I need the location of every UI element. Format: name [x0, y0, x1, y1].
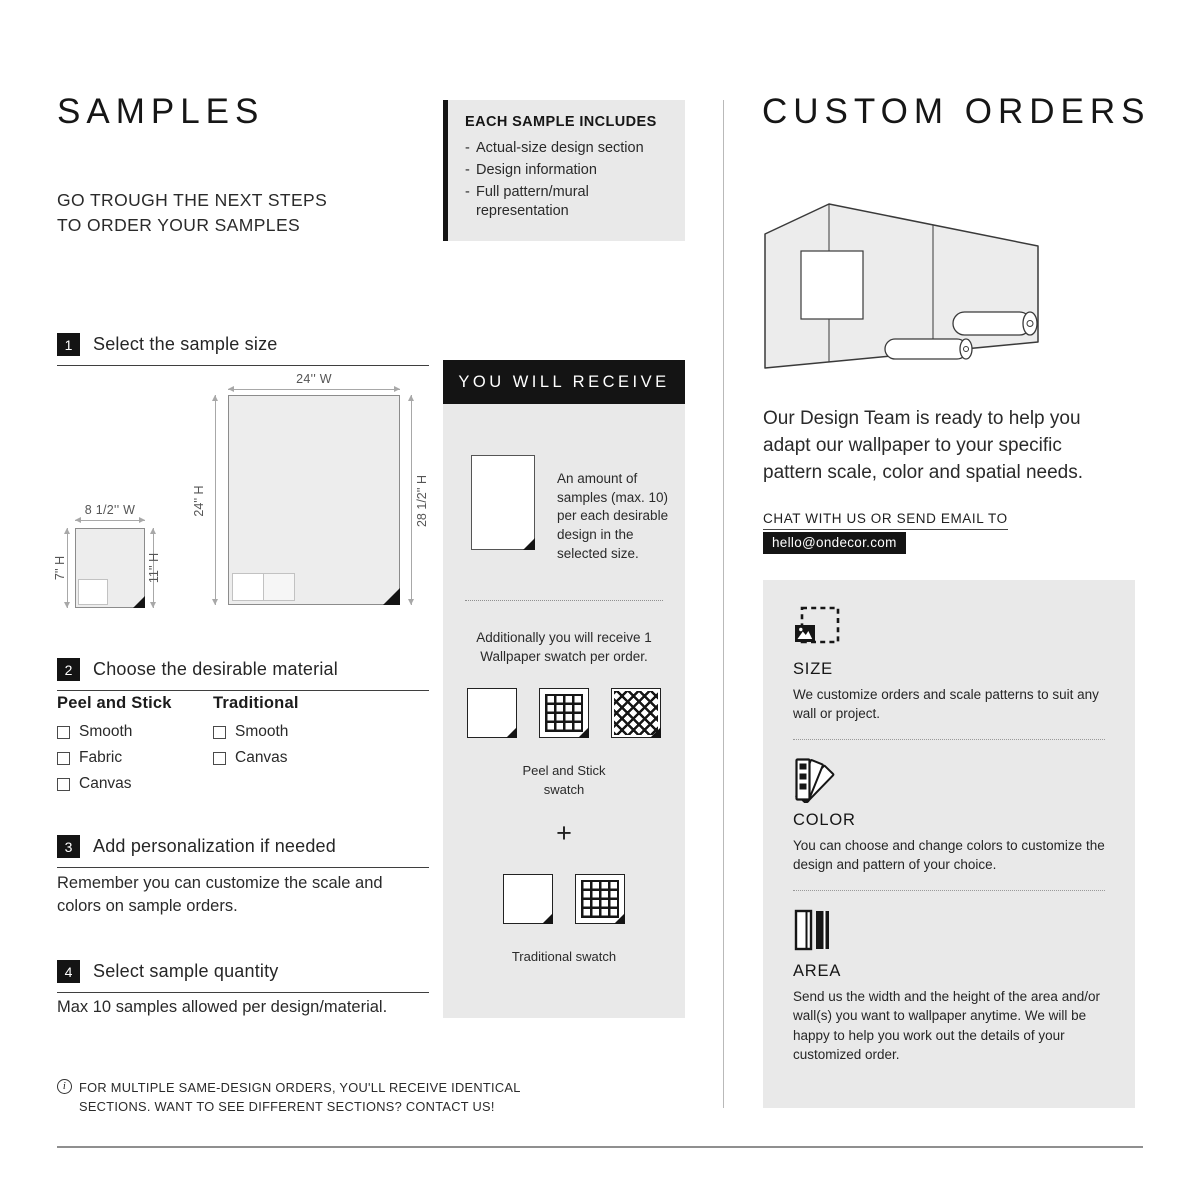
large-width-label: 24'' W: [296, 372, 332, 386]
intro-line-2: TO ORDER YOUR SAMPLES: [57, 214, 301, 235]
wall-panels-icon: [793, 908, 1105, 954]
swatch-grid-icon: [575, 874, 625, 924]
step-1-header: [57, 333, 429, 366]
traditional-column: [213, 694, 429, 801]
sample-sheet-icon: [471, 455, 535, 550]
dotted-divider: [465, 600, 663, 601]
option-traditional-smooth[interactable]: [213, 723, 429, 741]
wallpaper-wall-icon: [763, 196, 1048, 376]
checkbox-icon[interactable]: [213, 726, 226, 739]
feature-color-title: COLOR: [793, 810, 856, 829]
large-height-left-dim-line: [215, 395, 216, 605]
swatch-grid-icon: [539, 688, 589, 738]
feature-area-title: AREA: [793, 961, 842, 980]
feature-size: [793, 606, 1105, 724]
option-peel-canvas[interactable]: [57, 775, 213, 793]
material-options: [57, 694, 429, 801]
peel-swatch-row: [443, 688, 685, 738]
samples-intro: [57, 188, 327, 238]
checkbox-icon[interactable]: [57, 726, 70, 739]
checkbox-icon[interactable]: [213, 752, 226, 765]
small-width-label: 8 1/2'' W: [84, 503, 136, 517]
step-4-text: Max 10 samples allowed per design/material.: [57, 998, 388, 1016]
chat-cta-label: CHAT WITH US OR SEND EMAIL TO: [763, 511, 1008, 530]
swatch-plain-icon: [467, 688, 517, 738]
samples-title: SAMPLES: [57, 92, 265, 131]
step-3-header: [57, 835, 429, 868]
you-will-receive-header: YOU WILL RECEIVE: [443, 360, 685, 404]
bottom-rule: [57, 1146, 1143, 1148]
you-will-receive-panel: [443, 404, 685, 1018]
checkbox-icon[interactable]: [57, 752, 70, 765]
small-height-right-label: 11'' H: [147, 552, 161, 584]
small-sample-rect: [75, 528, 145, 608]
samples-amount-text: An amount of samples (max. 10) per each desirable design in the selected size.: [557, 471, 669, 561]
feature-area: [793, 908, 1105, 1065]
image-frame-icon: [793, 606, 1105, 652]
option-peel-fabric[interactable]: [57, 749, 213, 767]
folded-corner-icon: [523, 538, 535, 550]
folded-corner-icon: [383, 588, 400, 605]
traditional-swatch-label: Traditional swatch: [511, 949, 617, 964]
custom-features-panel: [763, 580, 1135, 1108]
traditional-swatch-row: [443, 874, 685, 924]
custom-orders-description: Our Design Team is ready to help you adapt our wallpaper to your specific pattern scale, color and spatial needs.: [763, 408, 1084, 483]
traditional-title: Traditional: [213, 694, 299, 712]
feature-size-text: We customize orders and scale patterns to suit any wall or project.: [793, 687, 1099, 722]
plus-sign: +: [556, 818, 572, 848]
step-2-number: 2: [57, 658, 80, 681]
step-3-label: Add personalization if needed: [93, 836, 336, 856]
large-sample-rect: [228, 395, 400, 605]
footnote: [57, 1078, 547, 1116]
peel-and-stick-column: [57, 694, 213, 801]
each-sample-includes-panel: [443, 100, 685, 241]
folded-corner-icon: [542, 913, 553, 924]
option-label: Fabric: [79, 749, 123, 766]
wall-illustration: [763, 196, 1048, 376]
folded-corner-icon: [578, 727, 589, 738]
folded-corner-icon: [133, 596, 145, 608]
swatch-crosshatch-icon: [611, 688, 661, 738]
email-badge[interactable]: hello@ondecor.com: [763, 532, 906, 554]
large-height-left-label: 24'' H: [192, 485, 206, 517]
info-icon: i: [57, 1079, 72, 1094]
custom-orders-title: CUSTOM ORDERS: [762, 92, 1151, 131]
large-sample-subsection: [263, 573, 295, 601]
step-2-label: Choose the desirable material: [93, 659, 338, 679]
option-label: Canvas: [79, 775, 132, 792]
option-label: Smooth: [235, 723, 289, 740]
step-3-number: 3: [57, 835, 80, 858]
step-1-number: 1: [57, 333, 80, 356]
column-divider: [723, 100, 724, 1108]
checkbox-icon[interactable]: [57, 778, 70, 791]
feature-area-text: Send us the width and the height of the area and/or wall(s) you want to wallpaper anytime. We will be happy to help you work out the details of your customized order.: [793, 988, 1100, 1063]
small-sample-section: [78, 579, 108, 605]
swatch-fan-icon: [793, 757, 1105, 803]
folded-corner-icon: [650, 727, 661, 738]
additional-swatch-text: Additionally you will receive 1 Wallpaper swatch per order.: [476, 630, 652, 665]
step-3-text: Remember you can customize the scale and colors on sample orders.: [57, 874, 383, 916]
peel-swatch-label: Peel and Stick swatch: [522, 763, 606, 797]
step-4-header: [57, 960, 429, 993]
large-height-right-dim-line: [411, 395, 412, 605]
folded-corner-icon: [614, 913, 625, 924]
dotted-divider: [793, 739, 1105, 740]
step-4-label: Select sample quantity: [93, 961, 279, 981]
includes-title: EACH SAMPLE INCLUDES: [465, 114, 657, 130]
option-label: Canvas: [235, 749, 288, 766]
option-traditional-canvas[interactable]: [213, 749, 429, 767]
footnote-text: FOR MULTIPLE SAME-DESIGN ORDERS, YOU'LL RECEIVE IDENTICAL SECTIONS. WANT TO SEE DIFFERENT SECTIONS? CONTACT US!: [79, 1080, 521, 1115]
peel-and-stick-title: Peel and Stick: [57, 694, 172, 712]
large-width-dim-line: [228, 389, 400, 390]
large-height-right-label: 28 1/2'' H: [415, 474, 429, 528]
swatch-plain-icon: [503, 874, 553, 924]
small-height-left-label: 7'' H: [53, 555, 67, 581]
option-peel-smooth[interactable]: [57, 723, 213, 741]
step-4-number: 4: [57, 960, 80, 983]
feature-size-title: SIZE: [793, 660, 833, 678]
option-label: Smooth: [79, 723, 133, 740]
dotted-divider: [793, 890, 1105, 891]
intro-line-1: GO TROUGH THE NEXT STEPS: [57, 190, 328, 210]
sample-size-diagram: [53, 372, 439, 640]
step-1-label: Select the sample size: [93, 334, 278, 354]
step-2-header: [57, 658, 429, 691]
includes-item: - Actual-size design section: [465, 139, 673, 158]
folded-corner-icon: [506, 727, 517, 738]
includes-item: - Design information: [465, 161, 673, 180]
feature-color: [793, 757, 1105, 875]
small-height-left-dim-line: [67, 528, 68, 608]
includes-item: - Full pattern/mural representation: [465, 183, 673, 221]
small-width-dim-line: [75, 520, 145, 521]
feature-color-text: You can choose and change colors to customize the design and pattern of your choice.: [793, 837, 1105, 873]
